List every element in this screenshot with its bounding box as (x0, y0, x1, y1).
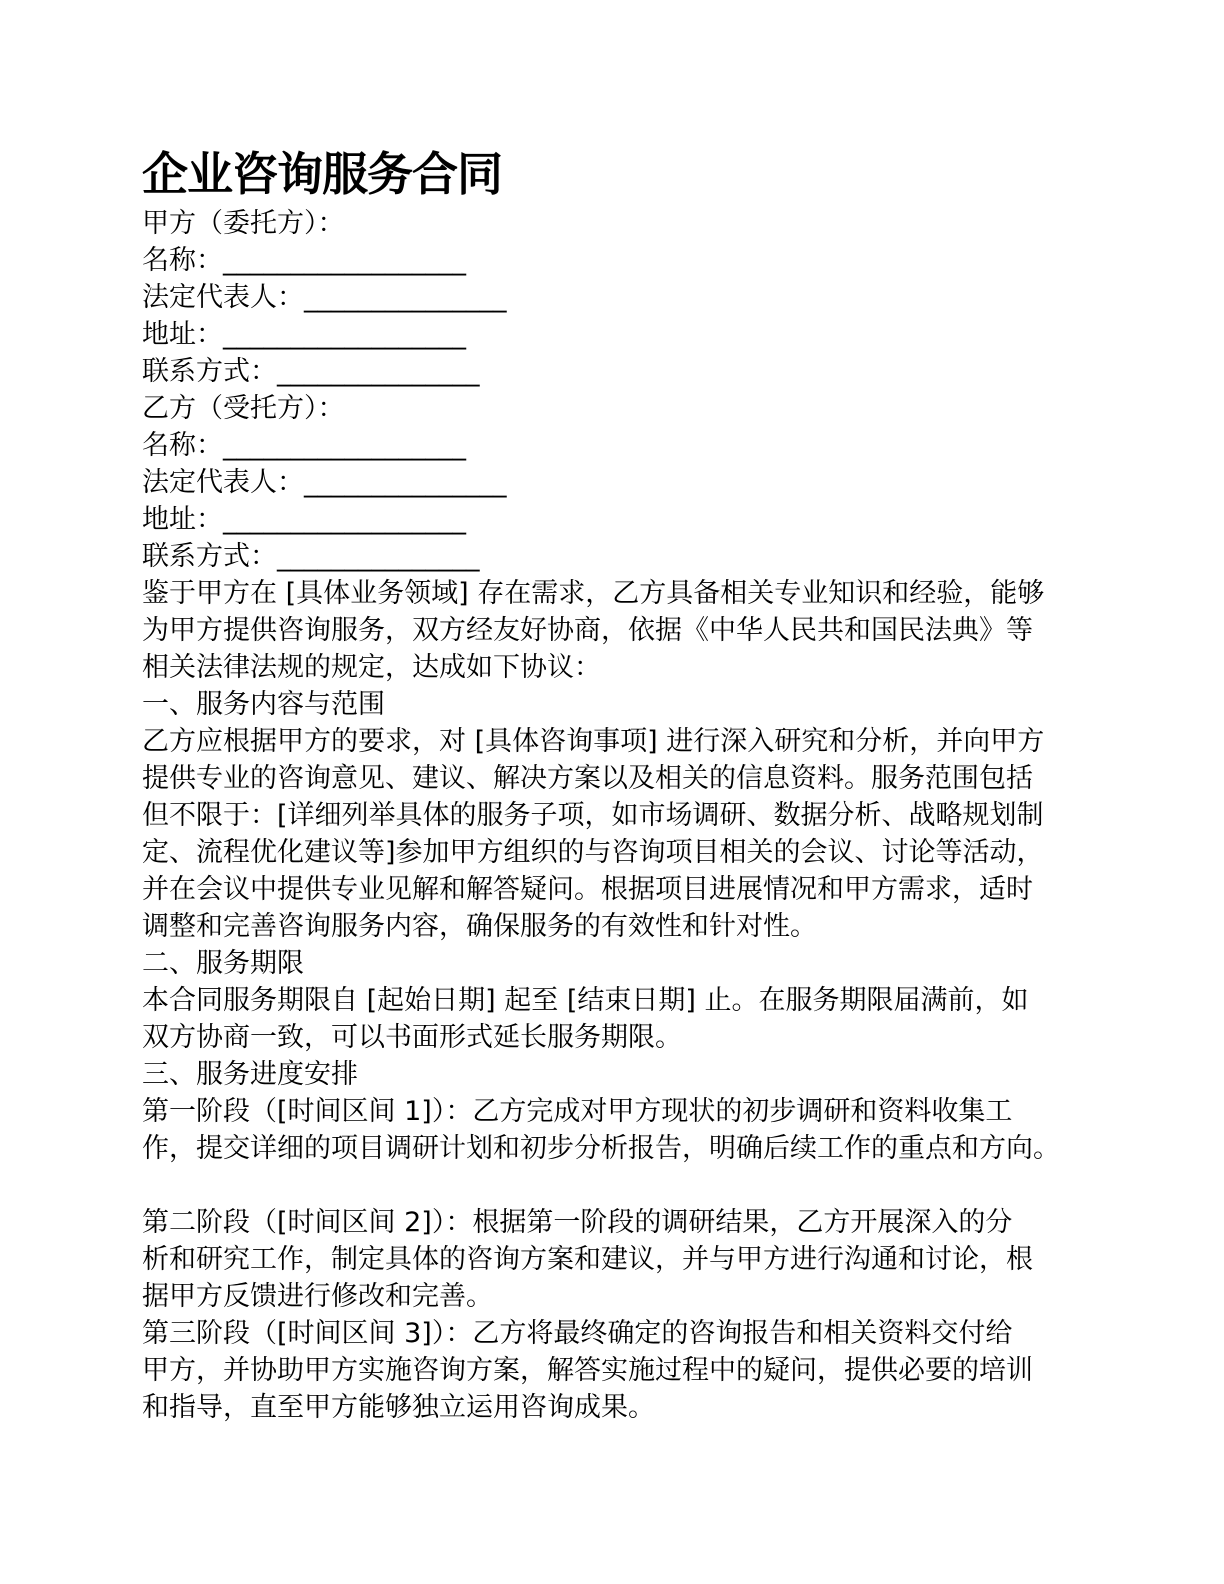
party-a-block (142, 205, 1082, 390)
paragraph-line: 并在会议中提供专业见解和解答疑问。根据项目进展情况和甲方需求，适时 (142, 874, 1033, 905)
paragraph-line: 相关法律法规的规定，达成如下协议： (142, 652, 601, 683)
contract-page (142, 143, 1082, 1426)
party-a-contact-field: 联系方式：_______________ (142, 356, 480, 387)
paragraph-line: 鉴于甲方在 [具体业务领域] 存在需求，乙方具备相关专业知识和经验，能够 (142, 578, 1045, 609)
paragraph-line: 第一阶段（[时间区间 1]）：乙方完成对甲方现状的初步调研和资料收集工 (142, 1096, 1013, 1127)
phase-3-paragraph (142, 1315, 1082, 1426)
phase-2-paragraph (142, 1204, 1082, 1315)
party-a-address-field: 地址：__________________ (142, 319, 466, 350)
party-a-heading: 甲方（委托方）： (142, 208, 345, 239)
section-2-paragraph (142, 982, 1082, 1056)
phase-1-paragraph (142, 1093, 1082, 1167)
paragraph-line: 双方协商一致，可以书面形式延长服务期限。 (142, 1022, 682, 1053)
paragraph-line: 乙方应根据甲方的要求，对 [具体咨询事项] 进行深入研究和分析，并向甲方 (142, 726, 1045, 757)
paragraph-line: 第三阶段（[时间区间 3]）：乙方将最终确定的咨询报告和相关资料交付给 (142, 1318, 1013, 1349)
party-b-address-field: 地址：__________________ (142, 504, 466, 535)
paragraph-line: 为甲方提供咨询服务，双方经友好协商，依据《中华人民共和国民法典》等 (142, 615, 1033, 646)
paragraph-line: 提供专业的咨询意见、建议、解决方案以及相关的信息资料。服务范围包括 (142, 763, 1033, 794)
paragraph-line: 但不限于：[详细列举具体的服务子项，如市场调研、数据分析、战略规划制 (142, 800, 1044, 831)
paragraph-line: 作，提交详细的项目调研计划和初步分析报告，明确后续工作的重点和方向。 (142, 1133, 1060, 1164)
paragraph-line: 据甲方反馈进行修改和完善。 (142, 1281, 493, 1312)
party-b-heading: 乙方（受托方）： (142, 393, 345, 424)
preamble-paragraph (142, 575, 1082, 686)
party-b-legal-rep-field: 法定代表人：_______________ (142, 467, 507, 498)
paragraph-line: 调整和完善咨询服务内容，确保服务的有效性和针对性。 (142, 911, 817, 942)
section-1-paragraph (142, 723, 1082, 945)
paragraph-line: 定、流程优化建议等]参加甲方组织的与咨询项目相关的会议、讨论等活动， (142, 837, 1044, 868)
paragraph-line: 析和研究工作，制定具体的咨询方案和建议，并与甲方进行沟通和讨论，根 (142, 1244, 1033, 1275)
blank-line (142, 1167, 1082, 1204)
party-b-block (142, 390, 1082, 575)
paragraph-line: 本合同服务期限自 [起始日期] 起至 [结束日期] 止。在服务期限届满前，如 (142, 985, 1029, 1016)
paragraph-line: 和指导，直至甲方能够独立运用咨询成果。 (142, 1392, 655, 1423)
party-a-name-field: 名称：__________________ (142, 245, 466, 276)
party-b-contact-field: 联系方式：_______________ (142, 541, 480, 572)
contract-title: 企业咨询服务合同 (142, 147, 502, 201)
section-2-heading: 二、服务期限 (142, 948, 304, 979)
party-a-legal-rep-field: 法定代表人：_______________ (142, 282, 507, 313)
paragraph-line: 甲方，并协助甲方实施咨询方案，解答实施过程中的疑问，提供必要的培训 (142, 1355, 1033, 1386)
party-b-name-field: 名称：__________________ (142, 430, 466, 461)
section-3-heading: 三、服务进度安排 (142, 1059, 358, 1090)
paragraph-line: 第二阶段（[时间区间 2]）：根据第一阶段的调研结果，乙方开展深入的分 (142, 1207, 1013, 1238)
section-1-heading: 一、服务内容与范围 (142, 689, 385, 720)
